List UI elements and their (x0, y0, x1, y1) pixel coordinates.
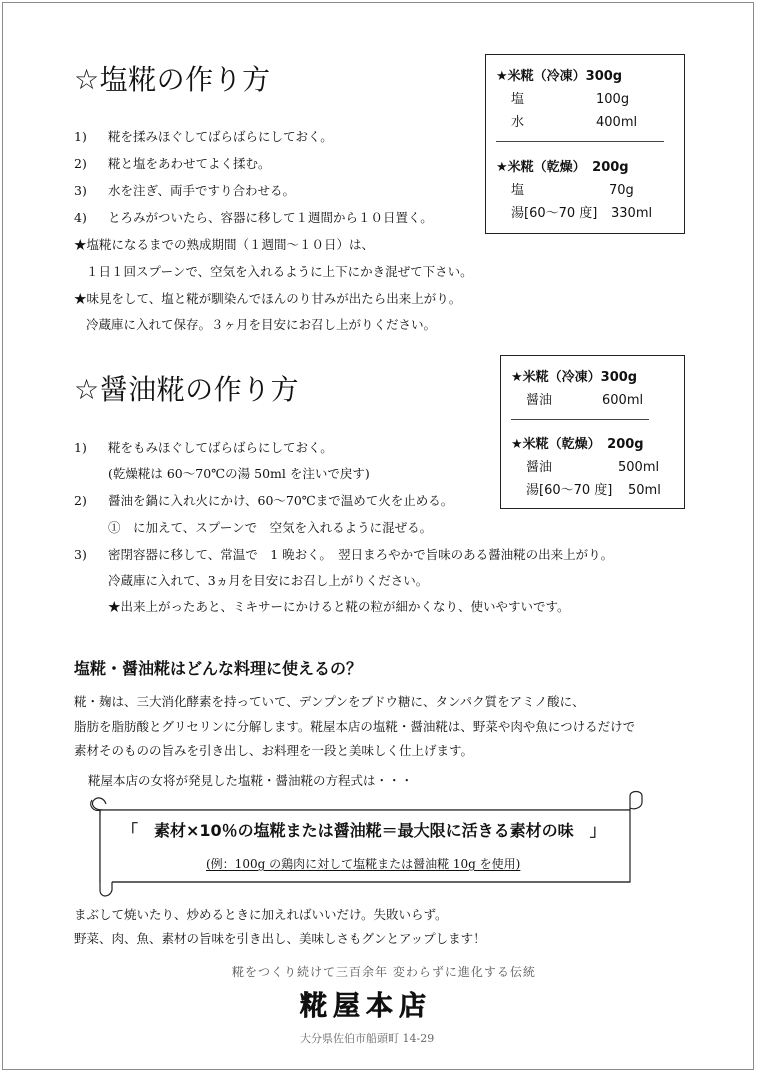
shio-frozen-item-water (511, 111, 637, 130)
item-amount: 400ml (596, 115, 638, 130)
step-text: ★出来上がったあと、ミキサーにかけると糀の粒が細かくなり、使いやすいです。 (108, 599, 570, 614)
item-amount: 70g (609, 183, 634, 198)
item-name: 湯[60～70 度] (511, 206, 598, 221)
footer-address: 大分県佐伯市船頭町 14-29 (300, 1032, 435, 1045)
shoyu-step-1 (74, 438, 333, 456)
footer-tagline: 糀をつくり続けて三百余年 変わらずに進化する伝統 (232, 965, 536, 979)
shoyu-title: ☆醤油糀の作り方 (74, 373, 300, 406)
shio-note-3: ★味見をして、塩と糀が馴染んでほんのり甘みが出たら出来上がり。 (74, 291, 462, 306)
item-name: 水 (511, 115, 525, 130)
step-text: ① に加えて、スプーンで 空気を入れるように混ぜる。 (108, 520, 433, 535)
step-number: 3) (74, 547, 87, 562)
shio-title: ☆塩糀の作り方 (74, 63, 271, 96)
item-amount: 330ml (611, 206, 653, 221)
step-text: 糀を揉みほぐしてばらばらにしておく。 (108, 129, 333, 144)
closing-line-1: まぶして焼いたり、炒めるときに加えればいいだけ。失敗いらず。 (74, 907, 448, 922)
shio-step-4 (74, 208, 433, 226)
uses-paragraph-line-1: 糀・麹は、三大消化酵素を持っていて、デンプンをブドウ糖に、タンパク質をアミノ酸に、 (74, 694, 585, 709)
step-number: 2) (74, 493, 87, 508)
item-name: 塩 (511, 92, 525, 107)
shoyu-frozen-item-soy (526, 389, 643, 408)
shio-note-2: １日１回スプーンで、空気を入れるように上下にかき混ぜて下さい。 (86, 264, 473, 279)
shoyu-step-3 (74, 545, 613, 563)
step-number: 1) (74, 129, 87, 144)
shio-step-1 (74, 127, 333, 145)
shio-note-4: 冷蔵庫に入れて保存。３ヶ月を目安にお召し上がりください。 (86, 317, 437, 332)
step-text: 密閉容器に移して、常温で 1 晩おく。 翌日まろやかで旨味のある醤油糀の出来上がり。 (108, 547, 614, 562)
item-amount: 600ml (602, 393, 644, 408)
shoyu-step-2-note (74, 518, 432, 536)
shio-ingredient-box (485, 54, 685, 234)
step-number: 1) (74, 440, 87, 455)
shio-dried-heading: ★米糀（乾燥） 200g (496, 160, 629, 175)
step-number: 3) (74, 183, 87, 198)
formula-intro: 糀屋本店の女将が発見した塩糀・醤油糀の方程式は・・・ (88, 773, 414, 788)
step-text: とろみがついたら、容器に移して１週間から１０日置く。 (108, 210, 433, 225)
item-name: 醤油 (526, 460, 553, 475)
uses-paragraph-line-2: 脂肪を脂肪酸とグリセリンに分解します。糀屋本店の塩糀・醤油糀は、野菜や肉や魚につけるだけで (74, 719, 636, 734)
step-text: 冷蔵庫に入れて、3ヵ月を目安にお召し上がりください。 (108, 573, 429, 588)
brand-logo: 糀屋本店 (300, 991, 432, 1022)
shio-box-divider (496, 141, 664, 142)
item-name: 湯[60～70 度] (526, 483, 613, 498)
shio-dried-item-salt (511, 179, 634, 198)
step-text: 糀と塩をあわせてよく揉む。 (108, 156, 271, 171)
formula-example: (例：100g の鶏肉に対して塩糀または醤油糀 10g を使用) (206, 857, 521, 871)
step-text: 水を注ぎ、両手ですり合わせる。 (108, 183, 296, 198)
uses-paragraph-line-3: 素材そのものの旨みを引き出し、お料理を一段と美味しく仕上げます。 (74, 743, 474, 758)
step-number: 4) (74, 210, 87, 225)
item-amount: 100g (596, 92, 630, 107)
shio-step-3 (74, 181, 295, 199)
step-number: 2) (74, 156, 87, 171)
shoyu-dried-heading: ★米糀（乾燥） 200g (511, 437, 644, 452)
shio-step-2 (74, 154, 271, 172)
shoyu-dried-item-water (526, 479, 661, 498)
shio-frozen-item-salt (511, 88, 629, 107)
shoyu-frozen-heading: ★米糀（冷凍）300g (511, 370, 638, 385)
step-text: (乾燥糀は 60～70℃の湯 50ml を注いで戻す) (108, 466, 370, 481)
item-name: 醤油 (526, 393, 553, 408)
shoyu-tip (74, 597, 570, 615)
shoyu-ingredient-box (500, 355, 685, 509)
formula-text: 「 素材×10％の塩糀または醤油糀＝最大限に活きる素材の味 」 (122, 821, 606, 840)
uses-heading: 塩糀・醤油糀はどんな料理に使えるの？ (74, 659, 363, 678)
shoyu-step-3-note (74, 571, 428, 589)
step-text: 糀をもみほぐしてばらばらにしておく。 (108, 440, 333, 455)
shio-frozen-heading: ★米糀（冷凍）300g (496, 69, 623, 84)
shoyu-box-divider (511, 419, 649, 420)
step-text: 醤油を鍋に入れ火にかけ、60～70℃まで温めて火を止める。 (108, 493, 454, 508)
shio-dried-item-water (511, 202, 652, 221)
shoyu-step-2 (74, 491, 453, 509)
item-amount: 500ml (618, 460, 660, 475)
formula-scroll-banner (84, 786, 664, 902)
closing-line-2: 野菜、肉、魚、素材の旨味を引き出し、美味しさもグンとアップします！ (74, 931, 486, 946)
item-name: 塩 (511, 183, 525, 198)
shoyu-step-1-note (74, 464, 370, 482)
item-amount: 50ml (628, 483, 661, 498)
shoyu-dried-item-soy (526, 456, 659, 475)
shio-note-1: ★塩糀になるまでの熟成期間（１週間～１０日）は、 (74, 237, 375, 252)
